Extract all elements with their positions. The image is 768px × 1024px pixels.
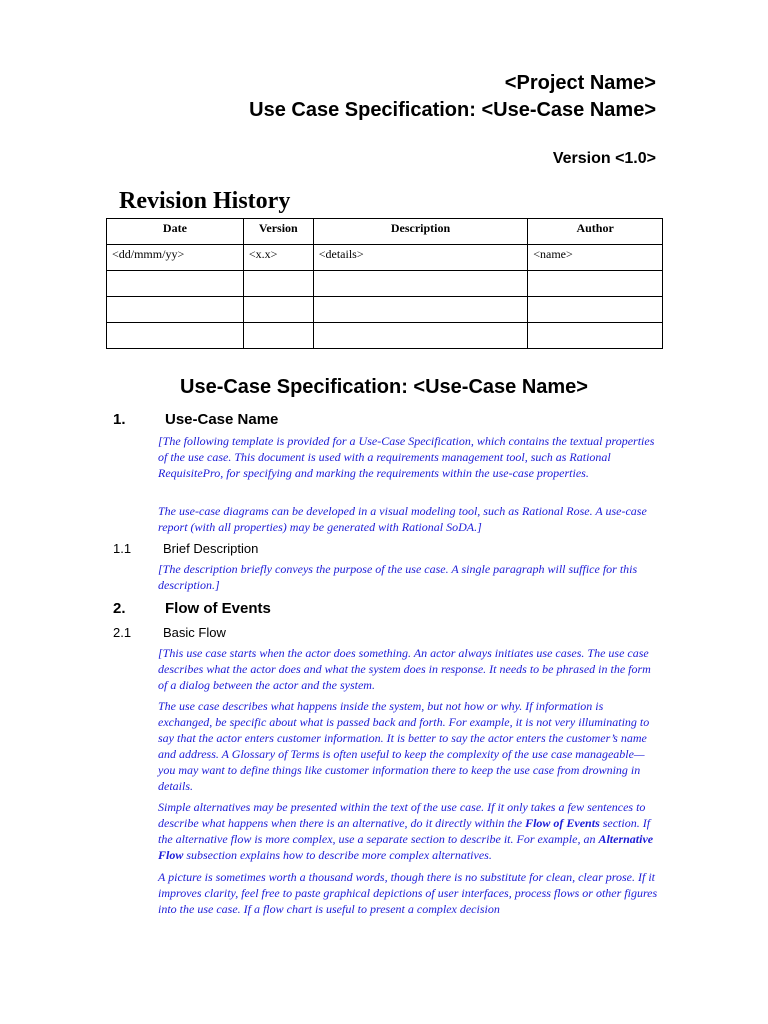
text-run: subsection explains how to describe more complex alternatives. (183, 848, 492, 862)
section-number: 1.1 (113, 541, 132, 556)
section-title: Basic Flow (163, 625, 226, 640)
section-number: 2.1 (113, 625, 132, 640)
section-title: Flow of Events (165, 600, 271, 617)
section-2-1-paragraph-4: A picture is sometimes worth a thousand words, though there is no substitute for clean, clear prose. If it improves clarity, feel free to paste graphical depictions of user interfaces, process flows or other figures into the use case. If a flow chart is useful to present a complex decision (158, 870, 658, 916)
table-header-row (107, 219, 663, 245)
use-case-spec-heading: Use-Case Specification: <Use-Case Name> (180, 376, 588, 398)
table-cell (107, 297, 244, 323)
table-cell: <name> (528, 245, 663, 271)
text-run: section. If the alternative flow is more complex, use a separate section to describe it. For example, an (158, 816, 651, 846)
text-run: Simple alternatives may be presented within the text of the use case. If it only takes a few sentences to describe what happens when there is an alternative, do it directly within the (158, 800, 646, 830)
col-description: Description (313, 219, 528, 245)
section-2-1-paragraph-3 (158, 799, 658, 863)
section-1-1-paragraph: [The description briefly conveys the purpose of the use case. A single paragraph will suffice for this description.] (158, 562, 638, 592)
table-cell: <details> (313, 245, 528, 271)
table-row (107, 271, 663, 297)
table-cell: <x.x> (243, 245, 313, 271)
section-2-1-paragraph-2: The use case describes what happens inside the system, but not how or why. If information is exchanged, be specific about what is passed back and forth. For example, it is not very illuminating to say that the actor enters customer information. It is better to say the actor enters the customer’s name and address. A Glossary of Terms is often useful to keep the complexity of the use case manageable—you may want to define things like customer information there to keep the use case from drowning in details. (158, 699, 650, 793)
use-case-title: Use Case Specification: <Use-Case Name> (249, 99, 656, 121)
bold-term: Flow of Events (525, 816, 600, 830)
col-version: Version (243, 219, 313, 245)
col-date: Date (107, 219, 244, 245)
section-1-paragraph-1: [The following template is provided for a Use-Case Specification, which contains the textual properties of the use case. This document is used with a requirements management tool, such as Rational RequisitePro, for specifying and marking the requirements within the use-case properties. (158, 434, 655, 480)
section-2-1-paragraph-1: [This use case starts when the actor does something. An actor always initiates use cases. The use case describes what the actor does and what the system does in response. It needs to be phrased in the form of a dialog between the actor and the system. (158, 646, 651, 692)
table-cell (243, 323, 313, 349)
section-title: Brief Description (163, 541, 259, 556)
table-cell (313, 271, 528, 297)
table-cell (528, 323, 663, 349)
section-number: 1. (113, 411, 126, 428)
table-cell (107, 323, 244, 349)
section-title: Use-Case Name (165, 411, 279, 428)
table-cell (313, 323, 528, 349)
revision-history-heading: Revision History (119, 188, 291, 214)
table-cell (528, 271, 663, 297)
table-cell (313, 297, 528, 323)
table-row (107, 323, 663, 349)
table-cell (528, 297, 663, 323)
table-cell (243, 271, 313, 297)
col-author: Author (528, 219, 663, 245)
table-cell (107, 271, 244, 297)
section-number: 2. (113, 600, 126, 617)
revision-history-table (106, 218, 663, 349)
project-name: <Project Name> (504, 72, 656, 94)
table-row (107, 297, 663, 323)
table-cell: <dd/mmm/yy> (107, 245, 244, 271)
bold-term: Alternative Flow (158, 832, 654, 862)
section-1-paragraph-2: The use-case diagrams can be developed in a visual modeling tool, such as Rational Rose. A use-case report (with all properties) may be generated with Rational SoDA.] (158, 504, 647, 534)
version-label: Version <1.0> (552, 150, 656, 167)
table-cell (243, 297, 313, 323)
table-row (107, 245, 663, 271)
title-block (249, 70, 656, 124)
